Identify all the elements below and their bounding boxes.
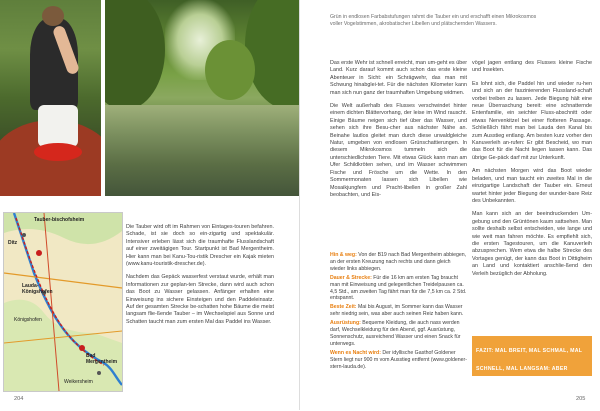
info-text: Von der B19 nach Bad Mergentheim abbiegen, an der ersten Kreuzung nach rechts und dann gleich wieder links abbiegen. (330, 252, 467, 272)
map-label-weikersheim: Weikersheim (64, 379, 93, 385)
paragraph: Die Tauber wird oft im Rahmen von Eintages-touren befahren. Schade, ist sie doch so ein-zigartig und spektakulär. Intensiver erleben lässt sich die traumhafte Flusslandschaft auf einer zweitägigen Tour. Startpunkt ist Bad Mergentheim. Hier kann man bei Kanu-Tou-ristik Drescher ein Kajak mieten (www.kanu-touristik-drescher.de). (126, 224, 274, 268)
right-text-column-2 (472, 60, 592, 278)
map-label-ditz: Ditz (8, 240, 18, 246)
info-text: Bequeme Kleidung, die auch nass werden darf, Wechselkleidung für den Abend, ggf. Ausrüstung, Sonnenschutz, ausreichend Wasser und einen Snack für unterwegs. (330, 320, 461, 347)
paragraph: Man kann sich an der beeindruckenden Um-gebung und den Grüntönen kaum sattsehen. Man sollte deshalb selbst entscheiden, wie lange und wie weit man fahren möchte. Es empfiehlt sich, die ersten Tagestouren, um die Kanuverleih abzusprechen. Wem etwa die halbe Strecke des Vortages genügt, der kann das Boot in Dittigheim an Land und kontaktiert anschlie-ßend den Verleih bezüglich der Abholung. (472, 211, 592, 277)
info-key: Ausrüstung: (330, 320, 361, 327)
river-photo (105, 0, 300, 196)
info-item (330, 320, 467, 348)
info-item (330, 350, 467, 371)
info-key: Beste Zeit: (330, 304, 357, 311)
paragraph: Nachdem das Gepäck wasserfest verstaut wurde, erhält man Informationen zur geplan-ten Strecke, dann wird auch schon das Boot zu Wasser gelassen. Anfänger erhalten eine Einweisung ins sichere Einsteigen und den Paddeleinsatz. Auf der gesamten Strecke be-schatten hohe Bäume die meist langsam flie-ßende Tauber – im Wechselspiel aus Sonne und Schatten taucht man zum ersten Mal das Paddel ins Wasser. (126, 274, 274, 325)
info-text: Der idyllische Gasthof Goldener Stern liegt nur 900 m vom Ausstieg entfernt (www.goldener-stern-lauda.de). (330, 349, 467, 370)
paragraph: Die Welt außerhalb des Flusses verschwindet hinter einem dichten Blättervorhang, der leise im Wind rauscht. Einige Bäume neigen sich tief über das Wasser, und sehen sich ihre Besu-cher aus nächster Nähe an. Beinahe lautlos gleitet man durch diese urwaldgleiche Natur, umgeben von endlosen Grünschattierungen. In diesem Mikrokosmos tummeln sich die unterschiedlichsten Tiere. Mit etwas Glück kann man am Ufer Schildkröten sehen, und im Wasser schwimmen Fische und Frösche um die Wette. In den Sommermonaten lassen sich Libellen wie Mosaikjungfern und Pracht-libellen in großer Zahl beobachten, und Eis- (330, 103, 467, 198)
info-item (330, 252, 467, 273)
fazit-text: FAZIT: MAL BREIT, MAL SCHMAL, MAL SCHNELL, MAL LANGSAM: ABER IMMER IST DIE TAUBER GRÜN, WILD UND UNHEIMLICH ÜBERRASCHEND. (476, 348, 583, 408)
info-key: Wenn es Nacht wird: (330, 349, 381, 356)
info-text: Mai bis August, im Sommer kann das Wasser sehr niedrig sein, was aber auch seinen Reiz haben kann. (330, 304, 464, 318)
paragraph: Am nächsten Morgen wird das Boot wieder beladen, und man taucht ein zweites Mal in die einzigartige Landschaft der Tauber ein. Erneut wartet hinter jeder Biegung der wunder-bare Reiz des Unbekannten. (472, 168, 592, 204)
left-text-column (126, 224, 274, 326)
info-item (330, 304, 467, 318)
right-page (300, 0, 600, 410)
map-label-bad-mergentheim: Bad Mergentheim (86, 353, 118, 365)
map-label-koenigshofen: Königshofen (14, 317, 42, 323)
map-label-lauda: Lauda-Königshofen (22, 283, 53, 295)
info-key: Hin & weg: (330, 252, 357, 258)
map-label-tauberbischofsheim: Tauber-bischofsheim (34, 217, 85, 223)
paragraph: vögel jagen entlang des Flusses kleine Fische und Insekten. (472, 60, 592, 74)
page-number-right: 205 (576, 396, 586, 402)
route-map (3, 212, 123, 392)
info-text: Für die 16 km am ersten Tag braucht man mit Einweisung und gelegentlichen Treidelpausen ca. 4,5 Std., am zweiten Tag fährt man für die 7,5 km ca. 2 Std. entspannt. (330, 274, 467, 302)
paragraph: Das erste Wehr ist schnell erreicht, man um-geht es über Land. Kurz darauf kommt auch schon das erste kleine Abenteuer in Sicht: ein Schrägwehr, das man mit Schwung hinabglei-tet. Für die nächsten Kilometer kann man sich nun ganz der traumhaften Umgebung widmen. (330, 60, 467, 96)
paragraph: Es lohnt sich, die Paddel hin und wieder ru-hen und sich an der faszinierenden Flussland-schaft vorbei treiben zu lassen. Jede Biegung hält eine neue Überraschung bereit: eine schnatternde Entenfamilie, ein seichter Fluss-abschnitt oder etwas Nervenkitzel bei einer flotteren Passage. Schließlich fährt man bei Lauda den Kanal bis zum Ausstieg entlang. Am besten kurz vorher den Kanuverleih an-rufen: Er gibt Bescheid, wo man das Boot für die Nacht liegen lassen kann. Das übrige Ge-päck darf mit zur Unterkunft. (472, 80, 592, 161)
info-key: Dauer & Strecke: (330, 274, 372, 281)
right-text-column-1 (330, 60, 467, 199)
info-item (330, 275, 467, 303)
canoe-photo (0, 0, 101, 196)
info-box (330, 252, 467, 373)
left-page (0, 0, 300, 410)
page-number-left: 204 (14, 396, 24, 402)
photo-caption: Grün in endlosen Farbabstufungen rahmt die Tauber ein und erschafft einen Mikrokosmos voller Vogelstimmen, akrobatischer Libellen und plätschernden Wassers. (330, 14, 537, 27)
